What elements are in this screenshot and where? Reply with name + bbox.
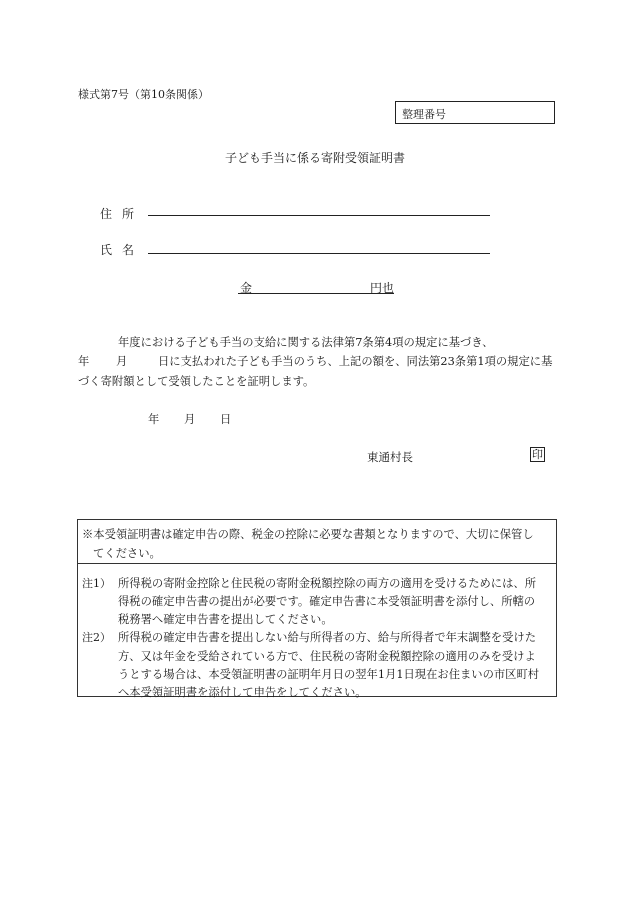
document-title: 子ども手当に係る寄附受領証明書 bbox=[224, 151, 405, 165]
note-2-line: 所得税の確定申告書を提出しない給与所得者の方、給与所得者で年末調整を受けた bbox=[118, 631, 536, 644]
reference-number-label: 整理番号 bbox=[402, 108, 446, 121]
address-line bbox=[148, 215, 490, 216]
amount-suffix: 円也 bbox=[369, 281, 394, 295]
issuer-mayor: 東通村長 bbox=[367, 450, 413, 464]
date-month: 月 bbox=[184, 413, 196, 426]
note-2-line: 方、又は年金を受給されている方で、住民税の寄附金税額控除の適用のみを受けよ bbox=[118, 650, 536, 663]
seal-mark: 印 bbox=[532, 448, 543, 461]
name-label-char-1: 氏 bbox=[100, 243, 113, 257]
note-1-label: 注1） bbox=[82, 577, 111, 590]
notice-box bbox=[77, 519, 557, 697]
note-2-line: うとする場合は、本受領証明書の証明年月日の翌年1月1日現在お住まいの市区町村 bbox=[118, 668, 540, 681]
note-1-line: 得税の確定申告書の提出が必要です。確定申告書に本受領証明書を添付し、所轄の bbox=[118, 595, 536, 608]
date-day: 日 bbox=[220, 413, 232, 426]
note-1-line: 税務署へ確定申告書を提出してください。 bbox=[118, 613, 333, 626]
notice-line-2: てください。 bbox=[93, 547, 161, 560]
note-1-line: 所得税の寄附金控除と住民税の寄附金税額控除の両方の適用を受けるためには、所 bbox=[118, 577, 536, 590]
body-line-1: 年度における子ども手当の支給に関する法律第7条第4項の規定に基づき、 bbox=[118, 336, 494, 349]
body-month: 月 bbox=[116, 355, 128, 368]
reference-number-box bbox=[395, 101, 555, 124]
name-line bbox=[148, 253, 490, 254]
name-label-char-2: 名 bbox=[122, 243, 135, 257]
amount-line bbox=[238, 279, 394, 294]
notice-header bbox=[78, 520, 556, 564]
amount-prefix: 金 bbox=[240, 281, 253, 295]
address-label-char-2: 所 bbox=[122, 207, 135, 221]
body-line-3: づく寄附額として受領したことを証明します。 bbox=[78, 375, 315, 388]
address-label-char-1: 住 bbox=[100, 207, 113, 221]
form-number: 様式第7号（第10条関係） bbox=[78, 88, 209, 101]
body-line-2-text: 日に支払われた子ども手当のうち、上記の額を、同法第23条第1項の規定に基 bbox=[158, 355, 553, 368]
date-year: 年 bbox=[148, 413, 160, 426]
note-2-label: 注2） bbox=[82, 631, 111, 644]
name-label bbox=[100, 241, 134, 258]
address-label bbox=[100, 205, 134, 222]
note-2-line: へ本受領証明書を添付して申告をしてください。 bbox=[118, 686, 367, 699]
body-year: 年 bbox=[78, 355, 90, 368]
notice-line-1: ※本受領証明書は確定申告の際、税金の控除に必要な書類となりますので、大切に保管し bbox=[82, 528, 534, 541]
